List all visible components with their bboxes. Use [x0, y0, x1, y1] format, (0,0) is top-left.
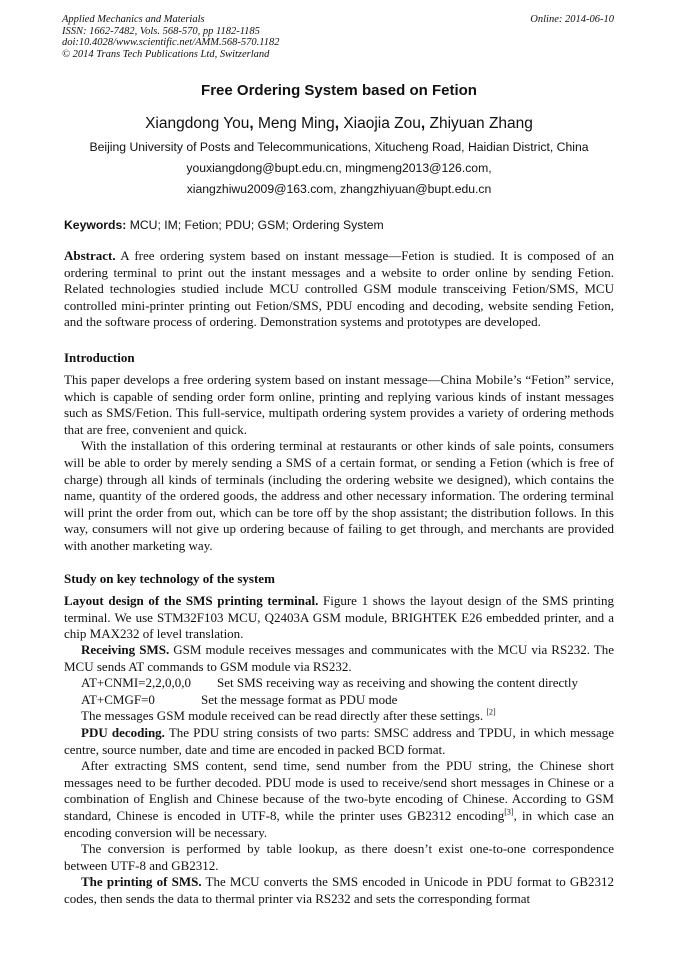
abstract-label: Abstract.: [64, 248, 116, 263]
paragraph-text: , in which case an encoding conversion will be necessary.: [64, 807, 614, 840]
author-separator: ,: [334, 115, 340, 132]
paragraph-text: The messages GSM module received can be read directly after these settings.: [81, 708, 484, 723]
journal-header: [62, 14, 279, 60]
keywords-label: Keywords:: [64, 218, 127, 232]
at-command-description: Set SMS receiving way as receiving and showing the content directly: [217, 675, 579, 690]
email-line: xiangzhiwu2009@163.com, zhangzhiyuan@bupt.edu.cn: [186, 182, 492, 196]
subheading: The printing of SMS.: [81, 874, 202, 890]
abstract-text: A free ordering system based on instant message—Fetion is studied. It is composed of an ordering terminal to print out the instant messages and a website to order online by sending Fetion. Related technologies studied include MCU controlled GSM module transceiving Fetion/SMS, MCU controlled mini-printer printing out Fetion/SMS, PDU encoding and decoding, website sending Fetion, and the software process of ordering. Demonstration systems and prototypes are developed.: [64, 248, 614, 330]
online-date: Online: 2014-06-10: [530, 14, 614, 25]
paragraph: The conversion is performed by table lookup, as there doesn’t exist one-to-one correspondence between UTF-8 and GB2312.: [64, 841, 614, 873]
email-line: youxiangdong@bupt.edu.cn, mingmeng2013@126.com,: [186, 161, 492, 175]
copyright-line: © 2014 Trans Tech Publications Ltd, Switzerland: [62, 48, 270, 60]
keywords-text: MCU; IM; Fetion; PDU; GSM; Ordering System: [126, 218, 384, 232]
paragraph-text: The PDU string consists of two parts: SMSC address and TPDU, in which message centre, source number, date and time are encoded in packed BCD format.: [64, 725, 614, 757]
at-command-row: [81, 692, 397, 709]
subheading: Layout design of the SMS printing terminal.: [64, 593, 319, 608]
author-name: Xiaojia Zou: [343, 115, 421, 132]
author-separator: ,: [420, 115, 426, 132]
section-heading: Introduction: [64, 350, 135, 365]
author-name: Meng Ming: [258, 115, 335, 132]
journal-name: Applied Mechanics and Materials: [62, 14, 205, 25]
author-list: [0, 115, 678, 133]
paragraph-text: The MCU converts the SMS encoded in Unicode in PDU format to GB2312 codes, then sends the data to thermal printer via RS232 and sets the corresponding format: [64, 874, 614, 906]
pdu-paragraph: [64, 725, 614, 908]
at-command-row: [81, 675, 578, 692]
citation: [2]: [486, 707, 496, 717]
doi-line: doi:10.4028/www.scientific.net/AMM.568-570.1182: [62, 37, 280, 49]
citation: [3]: [504, 807, 514, 817]
at-command-description: Set the message format as PDU mode: [201, 692, 398, 707]
paper-title: Free Ordering System based on Fetion: [201, 82, 477, 99]
at-command: AT+CMGF=0: [81, 692, 155, 707]
author-separator: ,: [249, 115, 254, 132]
abstract: [64, 248, 614, 331]
keywords: [64, 218, 384, 232]
section-heading: Study on key technology of the system: [64, 571, 275, 586]
subheading: Receiving SMS.: [81, 642, 170, 657]
subheading: PDU decoding.: [81, 725, 165, 740]
issn-line: ISSN: 1662-7482, Vols. 568-570, pp 1182-1185: [62, 25, 260, 37]
paragraph: With the installation of this ordering terminal at restaurants or other kinds of sale points, consumers will be able to order by merely sending a SMS of a certain format, or sending a Fetion (which is free of charge) through all kinds of terminals (including the ordering website we designed), which contains the name, quantity of the ordered goods, the address and other necessary information. The ordering terminal will print the order from out, which can be tore off by the shop assistant; the distribution follows. In this way, consumers will not give up ordering because of failing to get through, and merchants are provided with another marketing way.: [64, 438, 614, 553]
received-line: [81, 708, 496, 725]
affiliation: Beijing University of Posts and Telecommunications, Xitucheng Road, Haidian District, China: [89, 140, 589, 154]
paragraph-text: After extracting SMS content, send time, send number from the PDU string, the Chinese short messages need to be further decoded. PDU mode is used to receive/send short messages in Chinese or a combination of English and Chinese because of the two-byte encoding of Chinese. According to GSM standard, Chinese is encoded in UTF-8, while the printer uses GB2312 encoding: [64, 758, 614, 823]
layout-paragraph: [64, 593, 614, 643]
paragraph: This paper develops a free ordering system based on instant message—China Mobile’s “Fetion” service, which is capable of sending order form online, printing and replying various kinds of instant messages such as SMS/Fetion. This full-service, multipath ordering system provides a variety of ordering methods that are free, convenient and quick.: [64, 372, 614, 437]
at-command: AT+CNMI=2,2,0,0,0: [81, 675, 191, 690]
introduction-body: [64, 372, 614, 555]
paragraph-text: Figure 1 shows the layout design of the SMS printing terminal. We use STM32F103 MCU, Q2403A GSM module, BRIGHTEK E26 embedded printer, and a chip MAX232 of level translation.: [64, 593, 614, 642]
author-name: Xiangdong You: [145, 115, 250, 132]
receiving-paragraph: [64, 642, 614, 675]
author-name: Zhiyuan Zhang: [429, 115, 533, 132]
paragraph-text: GSM module receives messages and communicates with the MCU via RS232. The MCU sends AT commands to GSM module via RS232.: [64, 642, 614, 674]
